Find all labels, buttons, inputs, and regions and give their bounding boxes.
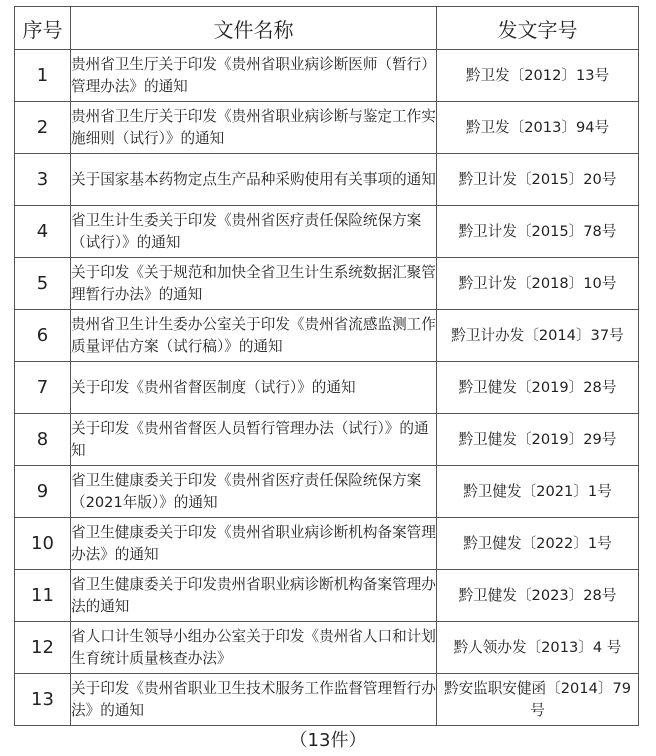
- row-document-number: 黔卫计发〔2015〕78号: [437, 206, 639, 258]
- row-document-number: 黔卫健发〔2019〕29号: [437, 414, 639, 466]
- table-row: [15, 518, 639, 570]
- row-file-name: 关于印发《贵州省职业卫生技术服务工作监督管理暂行办法》的通知: [71, 674, 437, 726]
- row-file-name: 关于印发《关于规范和加快全省卫生计生系统数据汇聚管理暂行办法》的通知: [71, 258, 437, 310]
- row-file-name: 贵州省卫生厅关于印发《贵州省职业病诊断医师（暂行）管理办法》的通知: [71, 50, 437, 102]
- row-serial-number: 6: [15, 310, 71, 362]
- row-document-number: 黔卫计办发〔2014〕37号: [437, 310, 639, 362]
- file-list-table: [14, 6, 639, 726]
- row-serial-number: 2: [15, 102, 71, 154]
- row-file-name: 省卫生健康委关于印发《贵州省职业病诊断机构备案管理办法》的通知: [71, 518, 437, 570]
- table-row: [15, 310, 639, 362]
- row-serial-number: 3: [15, 154, 71, 206]
- row-serial-number: 5: [15, 258, 71, 310]
- total-count: （13件）: [289, 730, 367, 751]
- row-file-name: 省卫生健康委关于印发贵州省职业病诊断机构备案管理办法的通知: [71, 570, 437, 622]
- table-row: [15, 466, 639, 518]
- row-document-number: 黔卫发〔2012〕13号: [437, 50, 639, 102]
- row-document-number: 黔卫健发〔2022〕1号: [437, 518, 639, 570]
- table-row: [15, 102, 639, 154]
- table-body: [15, 50, 639, 726]
- table-row: [15, 622, 639, 674]
- header-serial-number: 序号: [15, 7, 71, 50]
- table-row: [15, 570, 639, 622]
- row-file-name: 贵州省卫生厅关于印发《贵州省职业病诊断与鉴定工作实施细则（试行）》的通知: [71, 102, 437, 154]
- row-document-number: 黔卫计发〔2015〕20号: [437, 154, 639, 206]
- row-document-number: 黔卫发〔2013〕94号: [437, 102, 639, 154]
- header-document-number: 发文字号: [437, 7, 639, 50]
- row-file-name: 省人口计生领导小组办公室关于印发《贵州省人口和计划生育统计质量核查办法》: [71, 622, 437, 674]
- table-row: [15, 50, 639, 102]
- table-row: [15, 414, 639, 466]
- row-serial-number: 1: [15, 50, 71, 102]
- table-row: [15, 206, 639, 258]
- row-serial-number: 13: [15, 674, 71, 726]
- row-document-number: 黔卫健发〔2019〕28号: [437, 362, 639, 414]
- row-file-name: 省卫生健康委关于印发《贵州省医疗责任保险统保方案（2021年版）》的通知: [71, 466, 437, 518]
- row-serial-number: 12: [15, 622, 71, 674]
- row-document-number: 黔人领办发〔2013〕4 号: [437, 622, 639, 674]
- row-file-name: 关于国家基本药物定点生产品种采购使用有关事项的通知: [71, 154, 437, 206]
- row-document-number: 黔卫健发〔2023〕28号: [437, 570, 639, 622]
- row-file-name: 省卫生计生委关于印发《贵州省医疗责任保险统保方案（试行）》的通知: [71, 206, 437, 258]
- row-document-number: 黔卫健发〔2021〕1号: [437, 466, 639, 518]
- row-serial-number: 7: [15, 362, 71, 414]
- table-row: [15, 362, 639, 414]
- row-file-name: 关于印发《贵州省督医人员暂行管理办法（试行）》的通知: [71, 414, 437, 466]
- row-serial-number: 4: [15, 206, 71, 258]
- row-document-number: 黔安监职安健函〔2014〕79号: [437, 674, 639, 726]
- row-serial-number: 9: [15, 466, 71, 518]
- table-row: [15, 258, 639, 310]
- header-file-name: 文件名称: [71, 7, 437, 50]
- table-row: [15, 154, 639, 206]
- row-serial-number: 11: [15, 570, 71, 622]
- row-file-name: 贵州省卫生计生委办公室关于印发《贵州省流感监测工作质量评估方案（试行稿）》的通知: [71, 310, 437, 362]
- table-row: [15, 674, 639, 726]
- row-document-number: 黔卫计发〔2018〕10号: [437, 258, 639, 310]
- row-file-name: 关于印发《贵州省督医制度（试行）》的通知: [71, 362, 437, 414]
- table-header-row: [15, 7, 639, 50]
- row-serial-number: 10: [15, 518, 71, 570]
- row-serial-number: 8: [15, 414, 71, 466]
